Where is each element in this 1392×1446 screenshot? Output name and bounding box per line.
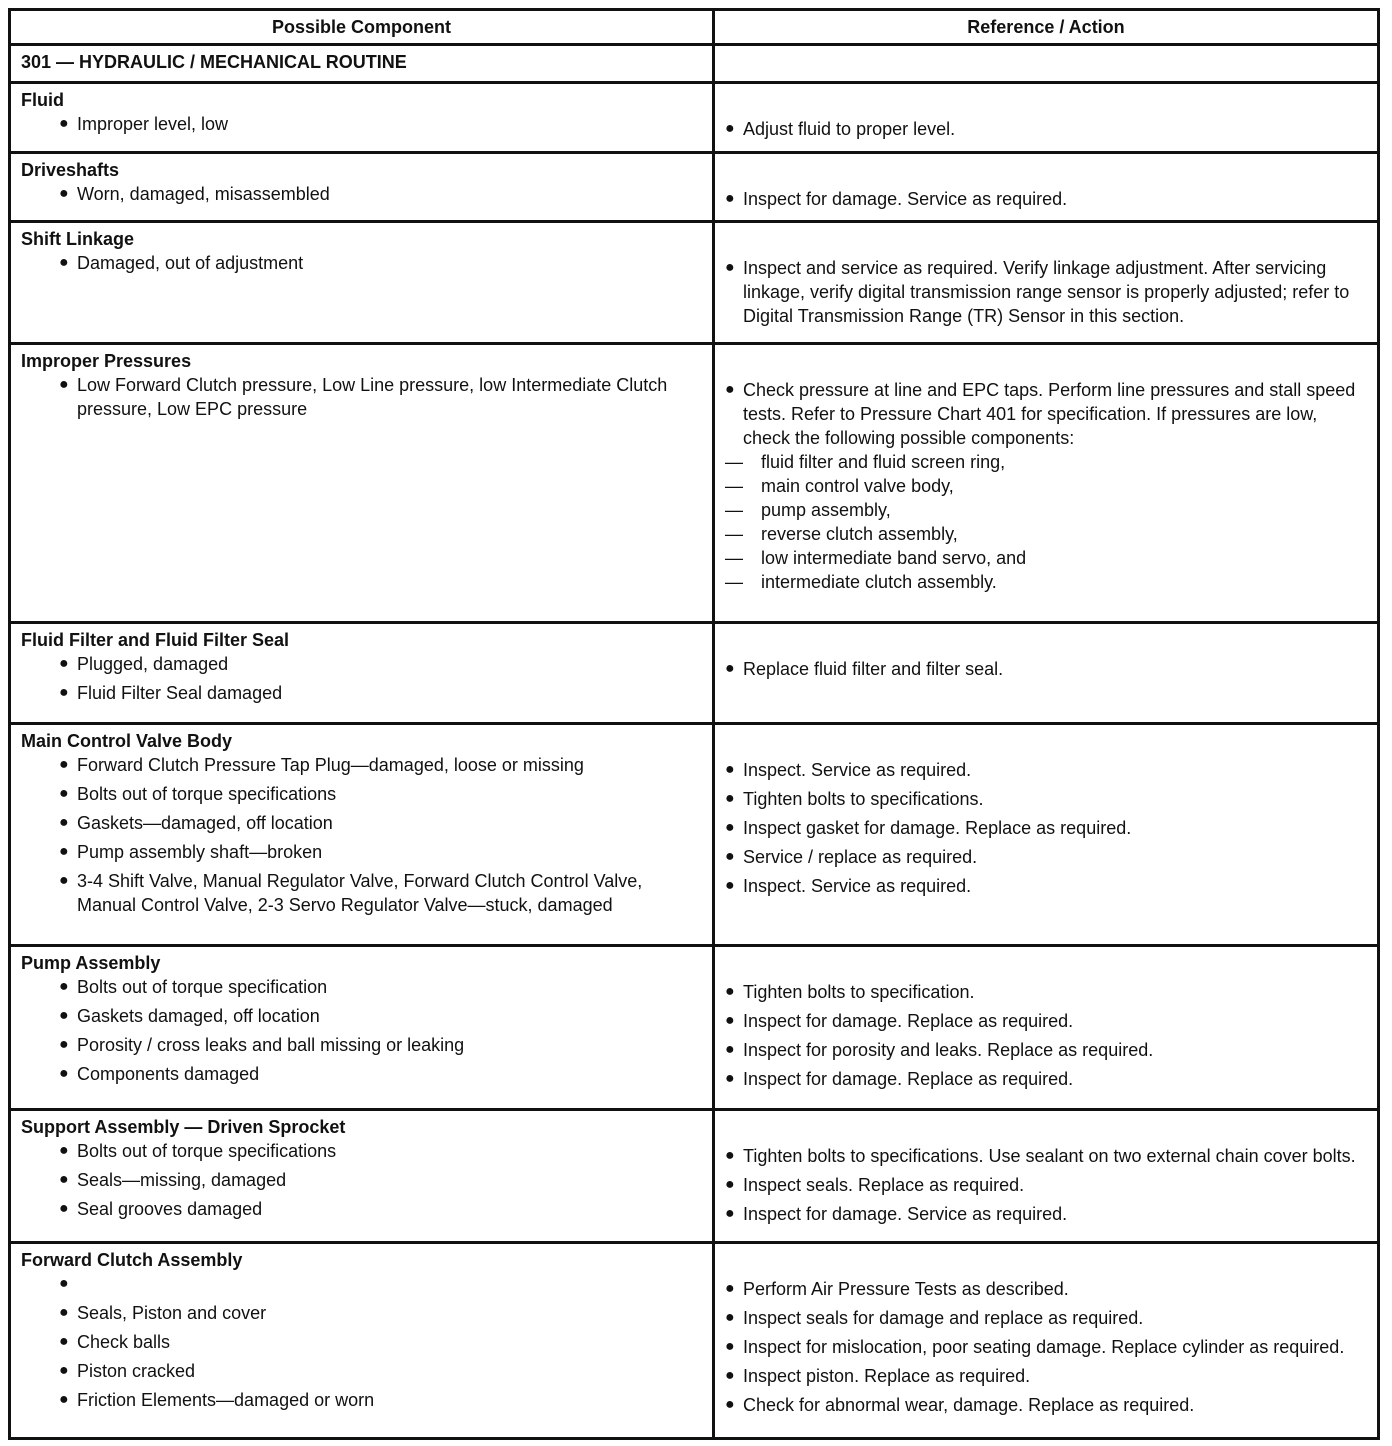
action-text: Inspect for damage. Replace as required. (743, 1069, 1074, 1089)
action-text: Inspect. Service as required. (743, 760, 972, 781)
component-text: Bolts out of torque specifications (77, 1141, 337, 1162)
action-text: Tighten bolts to specification. (743, 982, 975, 1002)
routine-empty-cell (714, 45, 1379, 83)
action-item (725, 874, 1367, 922)
component-text: Damaged, out of adjustment (77, 253, 304, 274)
component-item (21, 753, 702, 777)
bullet-icon: ● (59, 1036, 69, 1053)
bullet-icon: ● (725, 1012, 735, 1029)
dash-item-text: reverse clutch assembly, (761, 524, 958, 545)
dash-list-item (725, 474, 1367, 498)
action-text: Inspect piston. Replace as required. (743, 1366, 1031, 1387)
component-item (21, 1301, 702, 1325)
bullet-icon: ● (725, 1176, 735, 1194)
dash-icon: — (725, 524, 743, 545)
component-text: Gaskets damaged, off location (77, 1006, 320, 1026)
bullet-icon: ● (725, 1338, 735, 1356)
bullet-icon: ● (59, 756, 69, 774)
action-item (725, 1335, 1367, 1359)
section-row-fluid (10, 83, 1379, 153)
bullet-icon: ● (59, 1171, 69, 1189)
action-item (725, 845, 1367, 869)
bullet-icon: ● (59, 1362, 69, 1380)
action-item (725, 256, 1367, 328)
component-item (21, 251, 702, 323)
action-item (725, 1067, 1367, 1091)
component-item (21, 652, 702, 676)
bullet-icon: ● (59, 814, 69, 832)
component-text: Bolts out of torque specifications (77, 784, 337, 805)
action-text: Tighten bolts to specifications. (743, 789, 984, 810)
component-cell (10, 222, 714, 344)
component-text: Friction Elements—damaged or worn (77, 1390, 375, 1411)
bullet-icon: ● (725, 1396, 735, 1414)
dash-list-item (725, 546, 1367, 570)
component-item (21, 1168, 702, 1192)
section-title: Shift Linkage (21, 229, 135, 250)
bullet-icon: ● (59, 1275, 69, 1293)
action-text: Inspect and service as required. Verify linkage adjustment. After servicing linkage, verify digital transmission range sensor is properly adjusted; refer to Digital Transmission Range (TR) Sensor in this section. (743, 258, 1350, 327)
bullet-icon: ● (59, 872, 69, 890)
action-text: Perform Air Pressure Tests as described. (743, 1279, 1069, 1300)
bullet-icon: ● (725, 1280, 735, 1298)
action-item (725, 1393, 1367, 1417)
bullet-icon: ● (59, 184, 69, 202)
action-text: Service / replace as required. (743, 847, 978, 868)
action-text: Inspect for damage. Replace as required. (743, 1011, 1074, 1031)
routine-title: 301 — HYDRAULIC / MECHANICAL ROUTINE (10, 45, 714, 83)
bullet-icon: ● (725, 120, 735, 138)
title-spacer (725, 951, 1367, 980)
section-row-main-control-valve-body (10, 724, 1379, 946)
section-title: Fluid Filter and Fluid Filter Seal (21, 629, 290, 650)
component-item (21, 1139, 702, 1163)
title-spacer (725, 628, 1367, 657)
component-item (21, 869, 702, 917)
component-text: Gaskets—damaged, off location (77, 813, 333, 834)
action-item (725, 758, 1367, 782)
header-reference-action: Reference / Action (714, 10, 1379, 45)
component-item (21, 1033, 702, 1057)
action-item (725, 816, 1367, 840)
component-text: Piston cracked (77, 1361, 196, 1382)
dash-list-item (725, 498, 1367, 522)
component-item (21, 1197, 702, 1221)
bullet-icon: ● (725, 877, 735, 895)
component-item (21, 182, 702, 206)
component-item (21, 1004, 702, 1028)
title-spacer (725, 1115, 1367, 1144)
bullet-icon: ● (59, 376, 69, 394)
action-text: Inspect. Service as required. (743, 876, 972, 897)
component-text: Fluid Filter Seal damaged (77, 682, 283, 703)
component-item (21, 840, 702, 864)
dash-list-item (725, 450, 1367, 474)
component-cell (10, 344, 714, 623)
bullet-icon: ● (725, 381, 735, 399)
action-item (725, 686, 1367, 710)
bullet-icon: ● (59, 978, 69, 995)
bullet-icon: ● (59, 1065, 69, 1082)
component-text: Seals—missing, damaged (77, 1170, 287, 1191)
bullet-icon: ● (59, 1304, 69, 1322)
component-cell (10, 83, 714, 153)
component-item (21, 1062, 702, 1086)
action-item (725, 378, 1367, 450)
action-text: Check for abnormal wear, damage. Replace as required. (743, 1395, 1195, 1416)
action-text: Tighten bolts to specifications. Use sealant on two external chain cover bolts. (743, 1146, 1356, 1167)
action-item (725, 1306, 1367, 1330)
bullet-icon: ● (725, 189, 735, 207)
action-cell (714, 946, 1379, 1110)
title-spacer (725, 349, 1367, 378)
bullet-icon: ● (725, 848, 735, 866)
component-cell (10, 946, 714, 1110)
action-item (725, 1202, 1367, 1226)
routine-row (10, 45, 1379, 83)
action-cell (714, 622, 1379, 723)
bullet-icon: ● (59, 654, 69, 672)
bullet-icon: ● (59, 1391, 69, 1409)
component-text: Improper level, low (77, 114, 229, 135)
component-item (21, 1330, 702, 1354)
action-cell (714, 724, 1379, 946)
bullet-icon: ● (725, 761, 735, 779)
bullet-icon: ● (725, 259, 735, 277)
action-cell (714, 1110, 1379, 1243)
section-title: Forward Clutch Assembly (21, 1250, 243, 1271)
dash-icon: — (725, 548, 743, 569)
dash-icon: — (725, 476, 743, 497)
dash-icon: — (725, 572, 743, 593)
bullet-icon: ● (725, 1205, 735, 1223)
component-item (21, 782, 702, 806)
action-item (725, 1364, 1367, 1388)
section-row-support-assembly-driven-sprocket (10, 1110, 1379, 1243)
bullet-icon: ● (725, 1041, 735, 1058)
component-item (21, 1388, 702, 1412)
bullet-icon: ● (725, 790, 735, 808)
bullet-icon: ● (59, 115, 69, 133)
component-text: Check balls (77, 1332, 171, 1353)
bullet-icon: ● (59, 254, 69, 272)
action-text: Check pressure at line and EPC taps. Perform line pressures and stall speed tests. Refer to Pressure Chart 401 for specification. If pressures are low, check the following possible components: (743, 380, 1356, 449)
section-title: Main Control Valve Body (21, 731, 233, 752)
action-item (725, 787, 1367, 811)
bullet-icon: ● (725, 1367, 735, 1385)
section-title: Pump Assembly (21, 953, 161, 973)
header-row (10, 10, 1379, 45)
component-text: Forward Clutch Pressure Tap Plug—damaged, loose or missing (77, 755, 584, 776)
dash-item-text: intermediate clutch assembly. (761, 572, 997, 593)
component-text: Components damaged (77, 1064, 260, 1084)
component-text: Low Forward Clutch pressure, Low Line pressure, low Intermediate Clutch pressure, Low EPC pressure (77, 375, 668, 420)
component-item (21, 1272, 702, 1296)
dash-item-text: fluid filter and fluid screen ring, (761, 452, 1006, 473)
component-item (21, 975, 702, 999)
section-row-driveshafts (10, 152, 1379, 222)
component-cell (10, 152, 714, 222)
title-spacer (725, 88, 1367, 117)
action-item (725, 1009, 1367, 1033)
troubleshooting-table (8, 8, 1380, 1440)
action-cell (714, 344, 1379, 623)
action-cell (714, 152, 1379, 222)
title-spacer (725, 158, 1367, 187)
bullet-icon: ● (725, 1309, 735, 1327)
component-text: Bolts out of torque specification (77, 977, 328, 997)
bullet-icon: ● (725, 983, 735, 1000)
action-item (725, 1277, 1367, 1301)
section-row-forward-clutch-assembly (10, 1243, 1379, 1439)
dash-icon: — (725, 452, 743, 473)
action-item (725, 187, 1367, 211)
component-text: Worn, damaged, misassembled (77, 183, 330, 204)
title-spacer (725, 1248, 1367, 1277)
bullet-icon: ● (59, 1333, 69, 1351)
component-cell (10, 1110, 714, 1243)
component-text: Seals, Piston and cover (77, 1303, 267, 1324)
component-text: Plugged, damaged (77, 653, 229, 674)
title-spacer (725, 227, 1367, 256)
section-row-improper-pressures (10, 344, 1379, 623)
section-row-fluid-filter-and-fluid-filter-seal (10, 622, 1379, 723)
action-text: Replace fluid filter and filter seal. (743, 658, 1004, 679)
dash-item-text: pump assembly, (761, 500, 891, 521)
action-item (725, 1173, 1367, 1197)
bullet-icon: ● (725, 1070, 735, 1087)
action-text: Inspect seals for damage and replace as required. (743, 1308, 1144, 1329)
section-title: Driveshafts (21, 159, 120, 180)
component-text: 3-4 Shift Valve, Manual Regulator Valve, Forward Clutch Control Valve, Manual Control Valve, 2-3 Servo Regulator Valve—stuck, damaged (77, 871, 643, 916)
section-title: Support Assembly — Driven Sprocket (21, 1117, 346, 1138)
component-text: Seal grooves damaged (77, 1199, 263, 1220)
dash-icon: — (725, 500, 743, 521)
action-text: Adjust fluid to proper level. (743, 119, 956, 140)
action-item (725, 1144, 1367, 1168)
component-text: Porosity / cross leaks and ball missing or leaking (77, 1035, 465, 1055)
component-text: Pump assembly shaft—broken (77, 842, 323, 863)
section-row-pump-assembly (10, 946, 1379, 1110)
section-title: Fluid (21, 90, 64, 111)
dash-item-text: main control valve body, (761, 476, 954, 497)
header-possible-component: Possible Component (10, 10, 714, 45)
bullet-icon: ● (59, 1142, 69, 1160)
action-item (725, 117, 1367, 141)
action-text: Inspect for porosity and leaks. Replace as required. (743, 1040, 1154, 1060)
action-text: Inspect seals. Replace as required. (743, 1175, 1025, 1196)
component-item (21, 811, 702, 835)
component-cell (10, 724, 714, 946)
action-cell (714, 222, 1379, 344)
component-item (21, 373, 702, 445)
action-text: Inspect for damage. Service as required. (743, 1204, 1068, 1225)
action-text: Inspect gasket for damage. Replace as required. (743, 818, 1132, 839)
section-row-shift-linkage (10, 222, 1379, 344)
section-title: Improper Pressures (21, 351, 192, 372)
action-cell (714, 1243, 1379, 1439)
bullet-icon: ● (725, 659, 735, 677)
bullet-icon: ● (59, 785, 69, 803)
bullet-icon: ● (725, 1147, 735, 1165)
bullet-icon: ● (725, 819, 735, 837)
action-item (725, 1038, 1367, 1062)
component-item (21, 112, 702, 136)
action-text: Inspect for mislocation, poor seating damage. Replace cylinder as required. (743, 1337, 1345, 1358)
action-item (725, 657, 1367, 681)
dash-item-text: low intermediate band servo, and (761, 548, 1027, 569)
bullet-icon: ● (59, 843, 69, 861)
bullet-icon: ● (59, 683, 69, 701)
action-text: Inspect for damage. Service as required. (743, 188, 1068, 209)
bullet-icon: ● (59, 1200, 69, 1218)
component-item (21, 681, 702, 705)
component-item (21, 1359, 702, 1383)
title-spacer (725, 729, 1367, 758)
component-cell (10, 622, 714, 723)
bullet-icon: ● (59, 1007, 69, 1024)
component-cell (10, 1243, 714, 1439)
action-cell (714, 83, 1379, 153)
action-item (725, 980, 1367, 1004)
dash-list-item (725, 570, 1367, 594)
dash-list-item (725, 522, 1367, 546)
